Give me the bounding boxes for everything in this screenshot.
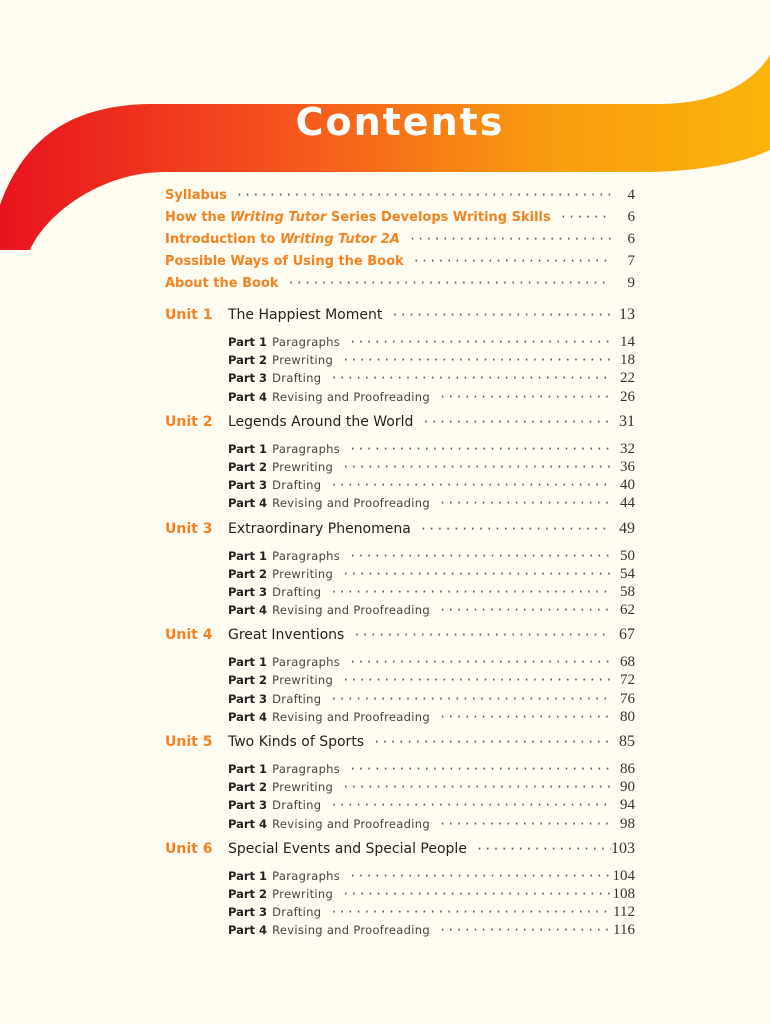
unit-title: Legends Around the World: [228, 413, 414, 430]
dot-leader: [227, 189, 611, 201]
page-number: 50: [620, 547, 635, 564]
page-number: 54: [620, 565, 635, 582]
part-entry[interactable]: [165, 438, 635, 456]
page-number: 112: [613, 904, 635, 921]
page-number: 6: [627, 231, 635, 247]
dot-leader: [333, 888, 611, 900]
part-number: Part 4: [228, 603, 268, 618]
part-number: Part 3: [228, 691, 268, 706]
page-number: 85: [619, 733, 635, 750]
dot-leader: [321, 372, 611, 384]
part-number: Part 1: [228, 335, 268, 349]
unit-parts: [165, 758, 635, 831]
part-title: Paragraphs: [272, 441, 341, 456]
dot-leader: [321, 906, 611, 918]
unit-entry[interactable]: [165, 413, 635, 436]
entry-title-segment: Introduction to: [165, 232, 280, 247]
dot-leader: [340, 656, 611, 668]
unit-title: The Happiest Moment: [228, 307, 383, 323]
entry-title-segment: How the: [165, 210, 231, 225]
page-number: 32: [620, 440, 635, 457]
unit-parts: [165, 651, 635, 724]
page-number: 49: [619, 519, 635, 537]
page-number: 90: [620, 779, 635, 796]
part-entry[interactable]: [165, 563, 635, 581]
page-number: 40: [620, 477, 635, 494]
part-title: Paragraphs: [272, 762, 341, 776]
part-number: Part 1: [228, 655, 268, 670]
part-entry[interactable]: [165, 794, 635, 812]
part-entry[interactable]: [165, 669, 635, 687]
entry-title-segment: Writing Tutor: [230, 210, 327, 225]
entry-title: [165, 188, 227, 203]
part-title: Drafting: [272, 371, 322, 386]
page-number: 68: [620, 654, 635, 671]
part-number: Part 1: [228, 762, 268, 776]
part-title: Revising and Proofreading: [272, 496, 430, 511]
part-title: Prewriting: [272, 886, 334, 901]
part-entry[interactable]: [165, 865, 635, 883]
part-title: Revising and Proofreading: [272, 709, 430, 724]
part-title: Revising and Proofreading: [272, 816, 430, 831]
dot-leader: [321, 799, 611, 811]
part-entry[interactable]: [165, 545, 635, 563]
page-number: 94: [620, 797, 635, 814]
entry-title: [165, 232, 400, 247]
entry-title-segment: Writing Tutor 2A: [279, 232, 400, 247]
dot-leader: [333, 568, 611, 580]
page-number: 9: [627, 275, 635, 291]
part-number: Part 4: [228, 816, 268, 831]
dot-leader: [333, 674, 611, 686]
page-number: 18: [620, 352, 635, 369]
dot-leader: [364, 736, 611, 748]
page-number: 58: [620, 583, 635, 600]
dot-leader: [321, 479, 611, 491]
dot-leader: [430, 711, 611, 723]
part-number: Part 2: [228, 459, 268, 474]
page-number: 116: [613, 922, 635, 939]
dot-leader: [430, 604, 611, 616]
page-number: 6: [627, 209, 635, 225]
part-entry[interactable]: [165, 492, 635, 510]
page-number: 80: [620, 708, 635, 725]
part-title: Revising and Proofreading: [272, 923, 430, 938]
page-number: 76: [620, 690, 635, 707]
part-number: Part 3: [228, 905, 268, 920]
unit-entry[interactable]: [165, 733, 635, 756]
entry-title: [165, 210, 551, 225]
page-number: 103: [611, 839, 635, 857]
entry-title: [165, 254, 404, 269]
unit-label: Unit 4: [165, 627, 213, 644]
part-entry[interactable]: [165, 581, 635, 599]
page-number: 67: [619, 626, 635, 644]
page-number: 7: [627, 253, 635, 269]
part-title: Paragraphs: [272, 868, 341, 883]
part-entry[interactable]: [165, 456, 635, 474]
entry-title-segment: About the Book: [165, 276, 279, 291]
unit-label: Unit 6: [165, 840, 213, 857]
part-title: Drafting: [272, 798, 322, 813]
part-number: Part 3: [228, 478, 268, 493]
part-number: Part 2: [228, 886, 268, 901]
part-number: Part 4: [228, 496, 268, 511]
dot-leader: [340, 763, 611, 775]
page-number: 86: [620, 761, 635, 777]
part-entry[interactable]: [165, 688, 635, 706]
unit-parts: [165, 331, 635, 404]
part-number: Part 3: [228, 371, 268, 386]
unit-label: Unit 5: [165, 734, 213, 750]
page-number: 14: [620, 334, 635, 350]
dot-leader: [404, 255, 611, 267]
part-entry[interactable]: [165, 776, 635, 794]
part-title: Paragraphs: [272, 548, 341, 563]
intro-section: [165, 187, 635, 297]
dot-leader: [340, 336, 611, 348]
part-entry[interactable]: [165, 758, 635, 776]
dot-leader: [344, 629, 611, 641]
part-entry[interactable]: [165, 919, 635, 937]
part-entry[interactable]: [165, 901, 635, 919]
dot-leader: [430, 391, 611, 403]
table-of-contents: [165, 187, 635, 938]
page-number: 44: [620, 495, 635, 512]
dot-leader: [321, 586, 611, 598]
toc-entry[interactable]: [165, 231, 635, 253]
part-title: Prewriting: [272, 566, 334, 581]
part-title: Prewriting: [272, 673, 334, 688]
part-entry[interactable]: [165, 386, 635, 404]
dot-leader: [382, 309, 611, 321]
page-number: 98: [620, 815, 635, 832]
entry-title-segment: Syllabus: [165, 188, 227, 203]
toc-entry[interactable]: [165, 275, 635, 297]
part-title: Drafting: [272, 478, 322, 493]
page-number: 22: [620, 370, 635, 387]
unit-parts: [165, 865, 635, 938]
part-entry[interactable]: [165, 813, 635, 831]
part-title: Paragraphs: [272, 335, 341, 349]
unit-parts: [165, 545, 635, 618]
dot-leader: [551, 211, 611, 223]
part-number: Part 2: [228, 780, 268, 795]
part-entry[interactable]: [165, 706, 635, 724]
dot-leader: [430, 924, 611, 936]
part-number: Part 4: [228, 389, 268, 404]
unit-title: Special Events and Special People: [228, 840, 467, 857]
page-number: 72: [620, 672, 635, 689]
unit-label: Unit 3: [165, 520, 213, 537]
part-title: Prewriting: [272, 780, 334, 795]
part-title: Paragraphs: [272, 655, 341, 670]
part-title: Revising and Proofreading: [272, 603, 430, 618]
unit-entry[interactable]: [165, 520, 635, 543]
entry-title-segment: Possible Ways of Using the Book: [165, 254, 404, 269]
unit-title: Two Kinds of Sports: [228, 734, 365, 750]
part-number: Part 2: [228, 566, 268, 581]
part-number: Part 1: [228, 868, 268, 883]
unit-title: Great Inventions: [228, 627, 345, 644]
dot-leader: [430, 497, 611, 509]
page-number: 62: [620, 602, 635, 619]
part-number: Part 3: [228, 798, 268, 813]
entry-title-segment: Series Develops Writing Skills: [326, 210, 551, 225]
dot-leader: [340, 443, 611, 455]
entry-title: [165, 276, 279, 291]
dot-leader: [333, 781, 611, 793]
dot-leader: [279, 277, 611, 289]
part-number: Part 2: [228, 353, 268, 368]
units-section: [165, 306, 635, 938]
dot-leader: [340, 870, 611, 882]
unit-parts: [165, 438, 635, 511]
dot-leader: [413, 416, 611, 428]
dot-leader: [340, 550, 611, 562]
unit-title: Extraordinary Phenomena: [228, 520, 411, 537]
unit-entry[interactable]: [165, 840, 635, 863]
part-entry[interactable]: [165, 651, 635, 669]
unit-label: Unit 1: [165, 307, 213, 323]
part-title: Prewriting: [272, 353, 334, 368]
dot-leader: [430, 818, 611, 830]
part-title: Drafting: [272, 584, 322, 599]
part-title: Revising and Proofreading: [272, 389, 430, 404]
dot-leader: [333, 461, 611, 473]
page-number: 104: [612, 867, 635, 884]
unit-label: Unit 2: [165, 413, 213, 430]
dot-leader: [321, 693, 611, 705]
toc-entry[interactable]: [165, 209, 635, 231]
toc-entry[interactable]: [165, 253, 635, 275]
part-entry[interactable]: [165, 474, 635, 492]
toc-entry[interactable]: [165, 187, 635, 209]
part-number: Part 4: [228, 923, 268, 938]
page-number: 31: [619, 412, 635, 430]
page-number: 26: [620, 388, 635, 405]
part-title: Drafting: [272, 691, 322, 706]
dot-leader: [333, 354, 611, 366]
unit-entry[interactable]: [165, 626, 635, 649]
part-number: Part 2: [228, 673, 268, 688]
unit-entry[interactable]: [165, 306, 635, 329]
part-title: Drafting: [272, 905, 322, 920]
part-entry[interactable]: [165, 883, 635, 901]
page-number: 36: [620, 458, 635, 475]
dot-leader: [467, 843, 611, 855]
part-number: Part 4: [228, 709, 268, 724]
part-entry[interactable]: [165, 599, 635, 617]
page-number: 13: [619, 306, 635, 323]
part-title: Prewriting: [272, 459, 334, 474]
part-entry[interactable]: [165, 349, 635, 367]
part-number: Part 1: [228, 548, 268, 563]
page-number: 108: [612, 885, 635, 902]
dot-leader: [411, 523, 611, 535]
part-number: Part 3: [228, 584, 268, 599]
part-entry[interactable]: [165, 367, 635, 385]
page-number: 4: [627, 187, 635, 203]
page-title: Contents: [295, 100, 505, 144]
dot-leader: [400, 233, 611, 245]
part-entry[interactable]: [165, 331, 635, 349]
part-number: Part 1: [228, 441, 268, 456]
